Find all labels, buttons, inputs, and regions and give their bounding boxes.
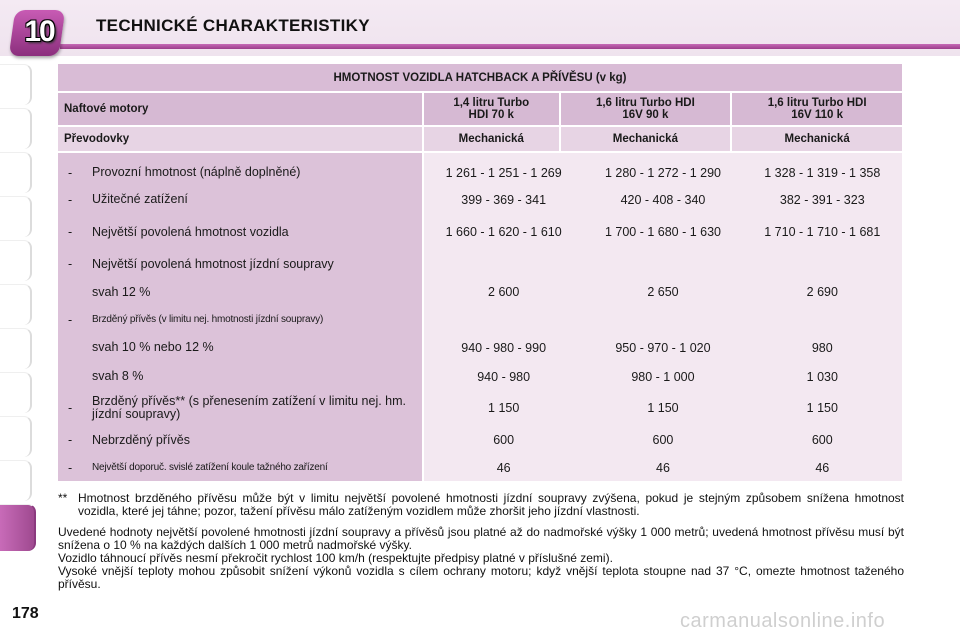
table-row-values — [424, 159, 902, 186]
row-dash: - — [68, 401, 73, 415]
row-label: Užitečné zatížení — [92, 192, 188, 206]
table-row-values — [424, 332, 902, 363]
chapter-number: 10 — [24, 15, 54, 48]
note-paragraph: Vysoké vnější teploty mohou způsobit snížení výkonů vozidla s cílem ochrany motoru; když vnější teplota stoupne nad 37 °C, omezte hmotnost taženého přívěsu. — [58, 564, 904, 591]
table-cell — [583, 307, 742, 332]
table-cell: 1 261 - 1 251 - 1 269 — [445, 165, 562, 180]
footnote-mark: ** — [58, 491, 68, 505]
table-cell: 980 - 1 000 — [631, 369, 695, 384]
side-tab[interactable] — [0, 284, 32, 325]
table-row-values — [424, 363, 902, 390]
gearbox-col-1: Mechanická — [424, 127, 559, 151]
table-row-label — [64, 251, 416, 277]
row-dash: - — [68, 165, 73, 180]
table-row-label — [64, 454, 416, 481]
side-tab[interactable] — [0, 152, 32, 193]
row-dash: - — [68, 257, 73, 271]
table-cell: 1 710 - 1 710 - 1 681 — [764, 225, 881, 239]
table-row-label — [64, 277, 416, 307]
table-cell: 940 - 980 - 990 — [461, 340, 547, 355]
table-row-values — [424, 277, 902, 307]
row-label: svah 12 % — [92, 284, 151, 299]
page-title: TECHNICKÉ CHARAKTERISTIKY — [96, 16, 370, 35]
table-cell: 2 690 — [806, 285, 838, 299]
table-row-label — [64, 390, 416, 426]
table-cell: 1 328 - 1 319 - 1 358 — [764, 165, 881, 180]
footnote-text: Hmotnost brzděného přívěsu může být v limitu největší povolené hmotnosti jízdní soupravy zvýšena, pokud je stejným způsobem snížena hmotnost vozidla, které jej táhne; pozor, tažení přívěsu málo zatíženým vozidlem může zhoršit jeho jízdní vlastnosti. — [78, 491, 904, 518]
side-tab[interactable] — [0, 372, 32, 413]
notes — [58, 492, 904, 591]
table-row-label — [64, 307, 416, 332]
table-cell: 1 660 - 1 620 - 1 610 — [445, 225, 562, 239]
row-label: Nebrzděný přívěs — [92, 432, 190, 447]
table-cell: 1 030 — [806, 369, 838, 384]
side-tab[interactable] — [0, 240, 32, 281]
row-label: svah 10 % nebo 12 % — [92, 340, 214, 354]
table-row-values — [424, 307, 902, 332]
row-dash: - — [68, 433, 73, 447]
side-tab[interactable] — [0, 460, 32, 501]
table-row-values — [424, 426, 902, 454]
table-cell: 46 — [496, 460, 511, 475]
footnote — [58, 492, 904, 518]
table-cell — [743, 251, 902, 277]
row-dash: - — [68, 460, 73, 475]
watermark: carmanualsonline.info — [680, 610, 886, 632]
table-row-values — [424, 251, 902, 277]
table-row-values — [424, 213, 902, 251]
table-row-label — [64, 213, 416, 251]
row-label: Největší povolená hmotnost jízdní soupravy — [92, 256, 334, 271]
row-label: Brzděný přívěs** (s přenesením zatížení v limitu nej. hm. jízdní soupravy) — [92, 394, 407, 421]
gearbox-label: Převodovky — [58, 127, 422, 151]
weight-table — [56, 62, 904, 483]
table-cell: 46 — [815, 460, 830, 475]
side-tab[interactable] — [0, 64, 32, 105]
side-tab[interactable] — [0, 416, 32, 457]
table-cell: 600 — [493, 433, 515, 447]
table-cell: 950 - 970 - 1 020 — [615, 340, 711, 355]
table-cell: 382 - 391 - 323 — [779, 192, 865, 207]
table-cell — [583, 251, 742, 277]
table-row-label — [64, 332, 416, 363]
table-cell — [424, 251, 583, 277]
gearbox-col-2: Mechanická — [561, 127, 731, 151]
table-cell — [743, 307, 902, 332]
table-row-values — [424, 390, 902, 426]
table-row-values — [424, 186, 902, 213]
table-row-label — [64, 159, 416, 186]
side-tab-active[interactable] — [0, 504, 36, 551]
gearbox-col-3: Mechanická — [732, 127, 902, 151]
row-dash: - — [68, 312, 73, 327]
table-row-label — [64, 426, 416, 454]
engine-col-3: 1,6 litru Turbo HDI 16V 110 k — [732, 93, 902, 125]
row-values — [424, 153, 902, 481]
table-cell: 2 650 — [647, 285, 679, 299]
table-title: HMOTNOST VOZIDLA HATCHBACK A PŘÍVĚSU (v kg) — [58, 64, 902, 91]
table-cell: 1 280 - 1 272 - 1 290 — [604, 165, 721, 180]
page-number: 178 — [12, 605, 39, 622]
row-label: Brzděný přívěs (v limitu nej. hmotnosti jízdní soupravy) — [92, 314, 324, 325]
engine-col-2: 1,6 litru Turbo HDI 16V 90 k — [561, 93, 731, 125]
row-label: Největší povolená hmotnost vozidla — [92, 224, 289, 239]
table-row-label — [64, 186, 416, 213]
row-labels — [58, 153, 422, 481]
table-cell: 980 — [811, 340, 833, 355]
table-cell: 940 - 980 — [477, 369, 531, 384]
table-row-label — [64, 363, 416, 390]
row-dash: - — [68, 192, 73, 207]
table-cell: 600 — [652, 433, 674, 447]
header-accent-line — [60, 44, 960, 49]
side-tab[interactable] — [0, 108, 32, 149]
table-cell: 46 — [656, 460, 670, 475]
table-cell: 600 — [811, 433, 833, 447]
table-cell: 420 - 408 - 340 — [620, 192, 706, 207]
table-cell: 399 - 369 - 341 — [461, 192, 547, 207]
table-cell — [424, 307, 583, 332]
table-cell: 1 700 - 1 680 - 1 630 — [604, 225, 721, 239]
row-label: Největší doporuč. svislé zatížení koule tažného zařízení — [92, 462, 328, 473]
side-tab[interactable] — [0, 196, 32, 237]
table-cell: 1 150 — [488, 401, 520, 415]
table-cell: 1 150 — [806, 401, 838, 415]
engine-col-1: 1,4 litru Turbo HDI 70 k — [424, 93, 559, 125]
engine-label: Naftové motory — [58, 93, 422, 125]
row-label: Provozní hmotnost (náplně doplněné) — [92, 165, 301, 179]
table-row-values — [424, 454, 902, 481]
table-cell: 2 600 — [488, 285, 520, 299]
side-tab[interactable] — [0, 328, 32, 369]
row-dash: - — [68, 225, 73, 239]
note-paragraph: Vozidlo táhnoucí přívěs nesmí překročit rychlost 100 km/h (respektujte předpisy platné v příslušné zemi). — [58, 551, 613, 565]
table-cell: 1 150 — [647, 401, 679, 415]
row-label: svah 8 % — [92, 369, 144, 383]
note-paragraph: Uvedené hodnoty největší povolené hmotnosti jízdní soupravy a přívěsů jsou platné až do nadmořské výšky 1 000 metrů; uvedená hmotnost přívěsu musí být snížena o 10 % na každých dalších 1 000 metrů nadmořské výšky. — [58, 525, 904, 552]
